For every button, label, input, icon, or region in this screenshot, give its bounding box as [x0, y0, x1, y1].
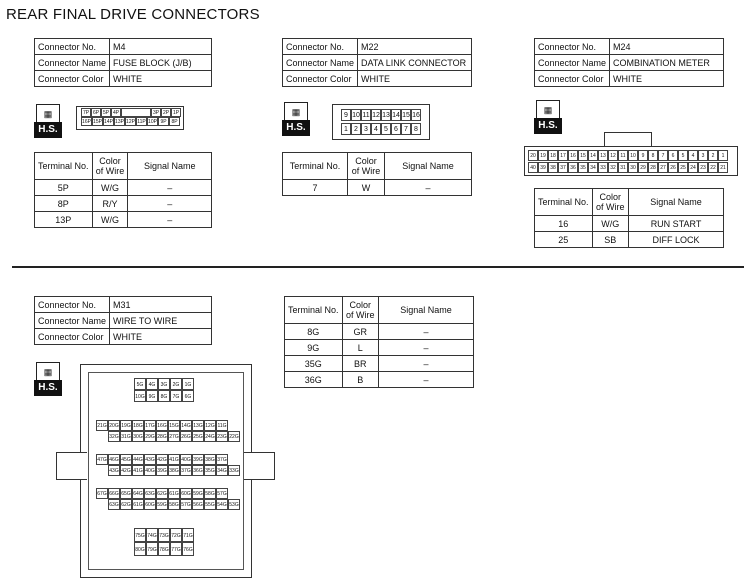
pin-cell: 15	[401, 109, 411, 121]
pin-cell: 12	[371, 109, 381, 121]
pin-cell: 8P	[169, 117, 180, 126]
pin-cell: 61G	[168, 488, 180, 499]
pin-cell: 3	[361, 123, 371, 135]
pin-cell: 13G	[192, 420, 204, 431]
pin-cell: 25G	[192, 431, 204, 442]
pin-cell: 32	[608, 162, 618, 173]
pin-cell: 15G	[168, 420, 180, 431]
m24-info-table	[534, 38, 724, 87]
pin-cell: 34G	[216, 465, 228, 476]
pin-cell: 62G	[120, 499, 132, 510]
pin-cell: 11	[361, 109, 371, 121]
m24-latch	[604, 132, 652, 147]
pin-cell: 1G	[182, 378, 194, 390]
signal-name-header: Signal Name	[385, 153, 472, 180]
pin-cell: 23	[698, 162, 708, 173]
pin-cell: 42G	[120, 465, 132, 476]
pin-cell: 36G	[192, 465, 204, 476]
terminal-no-header: Terminal No.	[35, 153, 93, 180]
terminal-no-header: Terminal No.	[535, 189, 593, 216]
hs-label: H.S.	[34, 380, 62, 396]
pin-cell: 13	[381, 109, 391, 121]
connector-color-label: Connector Color	[35, 71, 110, 87]
hs-label: H.S.	[34, 122, 62, 138]
pin-cell: 25	[678, 162, 688, 173]
pin-cell: 9	[341, 109, 351, 121]
table-row	[285, 372, 474, 388]
connector-icon: ▦	[36, 362, 60, 382]
m31-info-table	[34, 296, 212, 345]
m4-name: FUSE BLOCK (J/B)	[110, 55, 212, 71]
pin-cell: 4	[688, 150, 698, 161]
color-of-wire-header: Color of Wire	[348, 153, 385, 180]
pin-cell: 40G	[144, 465, 156, 476]
pin-cell: 47G	[96, 454, 108, 465]
color-of-wire-header: Color of Wire	[592, 189, 629, 216]
pin-cell: 24	[688, 162, 698, 173]
connector-icon: ▦	[536, 100, 560, 120]
signal-name-cell: –	[379, 324, 474, 340]
pin-cell: 41G	[168, 454, 180, 465]
pin-cell: 57G	[180, 499, 192, 510]
m4-harness-side-icon	[34, 104, 62, 138]
pin-cell: 14P	[104, 119, 113, 125]
pin-cell: 36	[568, 162, 578, 173]
pin-cell: 22G	[228, 431, 240, 442]
pin-cell: 59G	[192, 488, 204, 499]
signal-name-cell: RUN START	[629, 216, 724, 232]
pin-cell: 16	[411, 109, 421, 121]
pin-cell: 41G	[132, 465, 144, 476]
pin-cell: 75G	[134, 528, 146, 542]
pin-cell: 5	[678, 150, 688, 161]
pin-cell: 53G	[228, 499, 240, 510]
pin-cell: 61G	[132, 499, 144, 510]
pin-cell: 24G	[204, 431, 216, 442]
pin-cell: 64G	[132, 488, 144, 499]
terminal-cell: 35G	[285, 356, 343, 372]
pin-cell: 4G	[146, 378, 158, 390]
pin-cell: 38	[548, 162, 558, 173]
pin-cell: 28	[648, 162, 658, 173]
pin-cell: 17G	[144, 420, 156, 431]
table-row	[535, 216, 724, 232]
pin-cell: 9G	[146, 390, 158, 402]
m22-no: M22	[358, 39, 472, 55]
pin-cell: 40G	[180, 454, 192, 465]
pin-cell: 29G	[144, 431, 156, 442]
wire-color-cell: W/G	[92, 180, 128, 196]
pin-cell: 8	[648, 150, 658, 161]
wire-color-cell: GR	[342, 324, 379, 340]
m31-no: M31	[110, 297, 212, 313]
pin-cell: 58G	[168, 499, 180, 510]
m4-signal-table	[34, 152, 212, 228]
wire-color-cell: W	[348, 180, 385, 196]
signal-name-cell: –	[128, 196, 212, 212]
table-row	[35, 180, 212, 196]
connector-icon: ▦	[36, 104, 60, 124]
terminal-cell: 5P	[35, 180, 93, 196]
pin-cell: 79G	[146, 542, 158, 556]
wire-color-cell: BR	[342, 356, 379, 372]
pin-cell: 16	[568, 150, 578, 161]
pin-cell: 39G	[192, 454, 204, 465]
pin-cell: 60G	[180, 488, 192, 499]
pin-cell: 16P	[82, 119, 91, 125]
pin-cell: 2	[708, 150, 718, 161]
pin-cell: 21	[718, 162, 728, 173]
terminal-cell: 16	[535, 216, 593, 232]
pin-cell: 18	[548, 150, 558, 161]
pin-cell: 3P	[152, 110, 160, 116]
section-divider	[12, 266, 744, 268]
pin-cell: 54G	[216, 499, 228, 510]
pin-cell: 37	[558, 162, 568, 173]
m31-color: WHITE	[110, 329, 212, 345]
pin-cell: 28G	[156, 431, 168, 442]
pin-cell: 5	[381, 123, 391, 135]
signal-name-cell: DIFF LOCK	[629, 232, 724, 248]
signal-name-cell: –	[379, 372, 474, 388]
pin-cell: 14	[391, 109, 401, 121]
signal-name-cell: –	[128, 212, 212, 228]
connector-no-label: Connector No.	[35, 297, 110, 313]
terminal-cell: 36G	[285, 372, 343, 388]
pin-cell: 33	[598, 162, 608, 173]
m31-block-3	[96, 454, 240, 476]
terminal-no-header: Terminal No.	[285, 297, 343, 324]
pin-cell: 27	[658, 162, 668, 173]
table-row	[283, 180, 472, 196]
m22-harness-side-icon	[282, 102, 310, 136]
pin-cell: 29	[638, 162, 648, 173]
pin-cell: 67G	[96, 488, 108, 499]
pin-cell: 11G	[216, 420, 228, 431]
pin-cell: 58G	[204, 488, 216, 499]
pin-cell: 32G	[108, 431, 120, 442]
signal-name-cell: –	[128, 180, 212, 196]
pin-cell: 1	[341, 123, 351, 135]
pin-cell: 12G	[204, 420, 216, 431]
pin-cell: 7	[401, 123, 411, 135]
m31-block-2	[96, 420, 240, 442]
pin-cell: 12P	[126, 119, 135, 125]
pin-cell: 31G	[120, 431, 132, 442]
pin-cell: 55G	[204, 499, 216, 510]
pin-cell: 4	[371, 123, 381, 135]
m31-name: WIRE TO WIRE	[110, 313, 212, 329]
pin-cell: 16G	[156, 420, 168, 431]
pin-cell	[121, 108, 151, 117]
pin-cell: 65G	[120, 488, 132, 499]
pin-cell: 21G	[96, 420, 108, 431]
terminal-cell: 7	[283, 180, 348, 196]
m22-color: WHITE	[358, 71, 472, 87]
pin-cell: 40	[528, 162, 538, 173]
connector-name-label: Connector Name	[35, 313, 110, 329]
pin-cell: 7P	[82, 110, 90, 116]
m4-no: M4	[110, 39, 212, 55]
connector-icon: ▦	[284, 102, 308, 122]
pin-cell: 6	[391, 123, 401, 135]
pin-cell: 2	[351, 123, 361, 135]
m31-right-tab	[244, 452, 275, 480]
terminal-cell: 8G	[285, 324, 343, 340]
m22-info-table	[282, 38, 472, 87]
signal-name-cell: –	[379, 356, 474, 372]
connector-name-label: Connector Name	[535, 55, 610, 71]
pin-cell: 59G	[156, 499, 168, 510]
pin-cell: 8G	[158, 390, 170, 402]
pin-cell: 26	[668, 162, 678, 173]
m4-connector-face	[76, 106, 184, 130]
pin-cell: 6G	[182, 390, 194, 402]
pin-cell: 9P	[158, 117, 169, 126]
pin-cell: 3	[698, 150, 708, 161]
color-of-wire-header: Color of Wire	[92, 153, 128, 180]
pin-cell: 7	[658, 150, 668, 161]
pin-cell: 33G	[228, 465, 240, 476]
connector-name-label: Connector Name	[35, 55, 110, 71]
pin-cell: 8	[411, 123, 421, 135]
pin-cell: 13P	[115, 119, 124, 125]
pin-cell: 19G	[120, 420, 132, 431]
pin-cell: 12	[608, 150, 618, 161]
connector-color-label: Connector Color	[283, 71, 358, 87]
pin-cell: 31	[618, 162, 628, 173]
connector-color-label: Connector Color	[535, 71, 610, 87]
m24-name: COMBINATION METER	[610, 55, 724, 71]
pin-cell: 10	[628, 150, 638, 161]
m24-harness-side-icon	[534, 100, 562, 134]
signal-name-cell: –	[379, 340, 474, 356]
m24-no: M24	[610, 39, 724, 55]
table-row	[285, 340, 474, 356]
pin-cell: 10P	[148, 119, 157, 125]
pin-cell: 18G	[132, 420, 144, 431]
connector-color-label: Connector Color	[35, 329, 110, 345]
pin-cell: 39G	[156, 465, 168, 476]
pin-cell: 14G	[180, 420, 192, 431]
pin-cell: 56G	[192, 499, 204, 510]
pin-cell: 38G	[204, 454, 216, 465]
pin-cell: 37G	[180, 465, 192, 476]
pin-cell: 1P	[172, 110, 180, 116]
pin-cell: 60G	[144, 499, 156, 510]
m31-block-1	[134, 378, 194, 402]
table-row	[35, 196, 212, 212]
wire-color-cell: B	[342, 372, 379, 388]
pin-cell: 63G	[144, 488, 156, 499]
pin-cell: 3G	[158, 378, 170, 390]
pin-cell: 78G	[158, 542, 170, 556]
pin-cell: 43G	[108, 465, 120, 476]
pin-cell: 44G	[132, 454, 144, 465]
m31-block-5	[134, 528, 194, 556]
terminal-cell: 13P	[35, 212, 93, 228]
pin-cell: 71G	[182, 528, 194, 542]
pin-cell: 15	[578, 150, 588, 161]
signal-name-cell: –	[385, 180, 472, 196]
m22-signal-table	[282, 152, 472, 196]
signal-name-header: Signal Name	[128, 153, 212, 180]
pin-cell: 15P	[93, 119, 102, 125]
pin-cell: 34	[588, 162, 598, 173]
pin-cell: 43G	[144, 454, 156, 465]
pin-cell: 46G	[108, 454, 120, 465]
pin-cell: 13	[598, 150, 608, 161]
m4-info-table	[34, 38, 212, 87]
pin-cell: 63G	[108, 499, 120, 510]
connector-name-label: Connector Name	[283, 55, 358, 71]
table-row	[285, 324, 474, 340]
color-of-wire-header: Color of Wire	[342, 297, 379, 324]
wire-color-cell: SB	[592, 232, 629, 248]
pin-cell: 10G	[134, 390, 146, 402]
m24-signal-table	[534, 188, 724, 248]
m24-connector-face	[524, 146, 738, 176]
pin-cell: 39	[538, 162, 548, 173]
pin-cell: 6	[668, 150, 678, 161]
connector-no-label: Connector No.	[283, 39, 358, 55]
pin-cell: 27G	[168, 431, 180, 442]
pin-cell: 5G	[134, 378, 146, 390]
pin-cell: 2G	[170, 378, 182, 390]
pin-cell: 7G	[170, 390, 182, 402]
pin-cell: 1	[718, 150, 728, 161]
hs-label: H.S.	[282, 120, 310, 136]
connector-no-label: Connector No.	[535, 39, 610, 55]
pin-cell: 74G	[146, 528, 158, 542]
m31-left-tab	[56, 452, 87, 480]
pin-cell: 19	[538, 150, 548, 161]
pin-cell: 2P	[162, 110, 170, 116]
terminal-cell: 8P	[35, 196, 93, 212]
m22-connector-face	[332, 104, 430, 140]
table-row	[35, 212, 212, 228]
page-title: REAR FINAL DRIVE CONNECTORS	[6, 6, 260, 23]
m24-color: WHITE	[610, 71, 724, 87]
connector-no-label: Connector No.	[35, 39, 110, 55]
pin-cell: 45G	[120, 454, 132, 465]
terminal-cell: 25	[535, 232, 593, 248]
m22-name: DATA LINK CONNECTOR	[358, 55, 472, 71]
pin-cell: 17	[558, 150, 568, 161]
pin-cell: 77G	[170, 542, 182, 556]
pin-cell: 14	[588, 150, 598, 161]
pin-cell: 23G	[216, 431, 228, 442]
pin-cell: 10	[351, 109, 361, 121]
pin-cell: 80G	[134, 542, 146, 556]
wire-color-cell: L	[342, 340, 379, 356]
pin-cell: 30G	[132, 431, 144, 442]
pin-cell: 20G	[108, 420, 120, 431]
wire-color-cell: R/Y	[92, 196, 128, 212]
pin-cell: 62G	[156, 488, 168, 499]
pin-cell: 38G	[168, 465, 180, 476]
m31-harness-side-icon	[34, 362, 62, 396]
hs-label: H.S.	[534, 118, 562, 134]
terminal-cell: 9G	[285, 340, 343, 356]
pin-cell: 6P	[92, 110, 100, 116]
pin-cell: 37G	[216, 454, 228, 465]
table-row	[535, 232, 724, 248]
pin-cell: 35G	[204, 465, 216, 476]
m31-signal-table	[284, 296, 474, 388]
pin-cell: 20	[528, 150, 538, 161]
signal-name-header: Signal Name	[629, 189, 724, 216]
pin-cell: 57G	[216, 488, 228, 499]
m31-block-4	[96, 488, 240, 510]
pin-cell: 42G	[156, 454, 168, 465]
pin-cell: 9	[638, 150, 648, 161]
wire-color-cell: W/G	[92, 212, 128, 228]
pin-cell: 76G	[182, 542, 194, 556]
terminal-no-header: Terminal No.	[283, 153, 348, 180]
pin-cell: 72G	[170, 528, 182, 542]
pin-cell: 22	[708, 162, 718, 173]
m4-color: WHITE	[110, 71, 212, 87]
pin-cell: 26G	[180, 431, 192, 442]
table-row	[285, 356, 474, 372]
pin-cell: 4P	[112, 110, 120, 116]
pin-cell: 66G	[108, 488, 120, 499]
pin-cell: 35	[578, 162, 588, 173]
wire-color-cell: W/G	[592, 216, 629, 232]
pin-cell: 30	[628, 162, 638, 173]
pin-cell: 73G	[158, 528, 170, 542]
pin-cell: 5P	[102, 110, 110, 116]
pin-cell: 11P	[137, 119, 146, 125]
signal-name-header: Signal Name	[379, 297, 474, 324]
pin-cell: 11	[618, 150, 628, 161]
